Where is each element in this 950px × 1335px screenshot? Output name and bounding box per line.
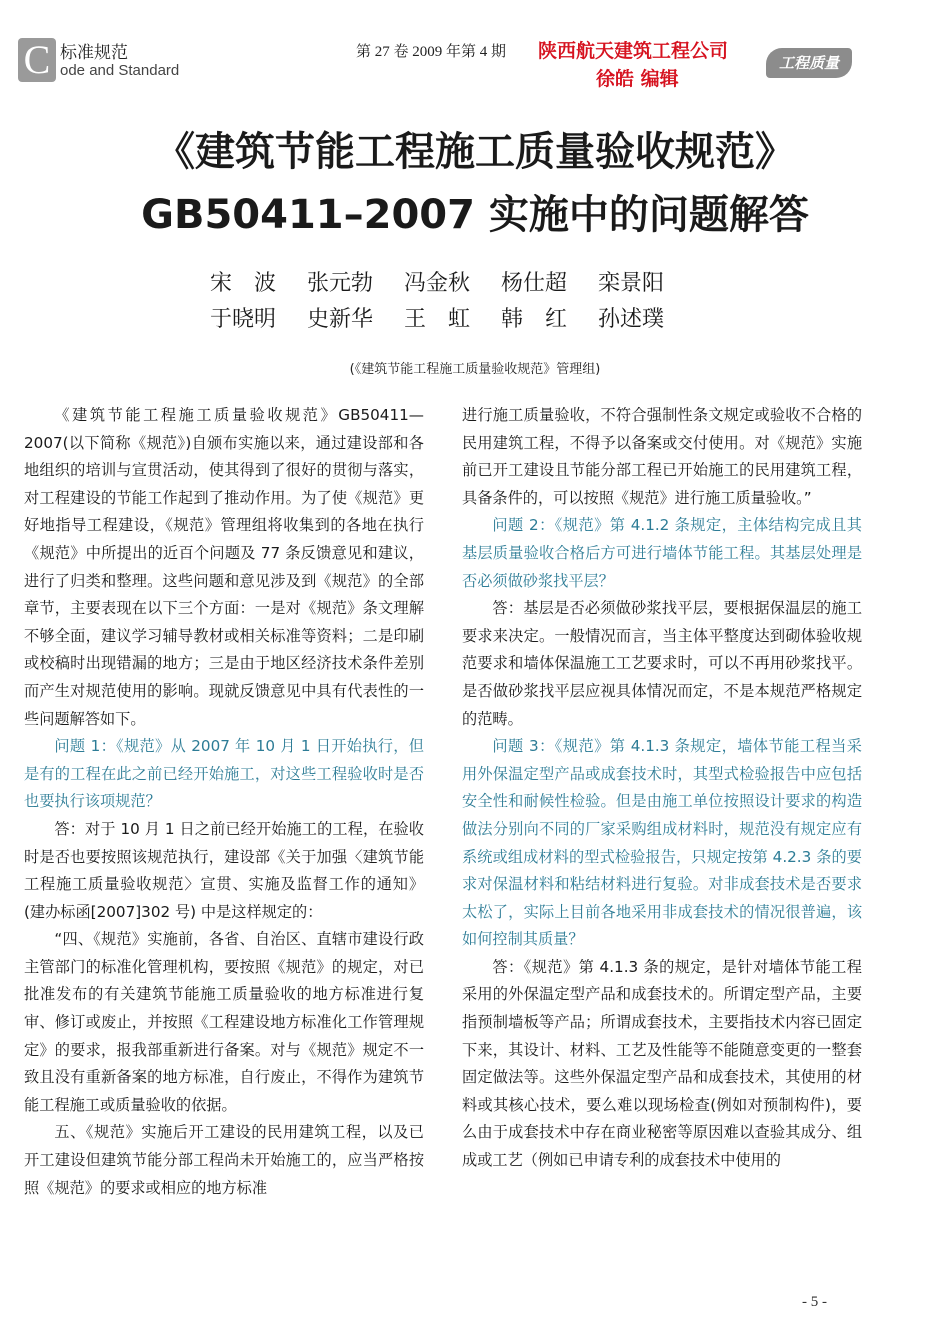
author-row (210, 302, 695, 338)
author-name: 宋 波 (210, 271, 277, 296)
author-name: 史新华 (307, 307, 374, 332)
answer-3: 答：《规范》第 4.1.3 条的规定，是针对墙体节能工程采用的外保温定型产品和成套技术的。所谓定型产品，主要指预制墙板等产品；所谓成套技术，主要指技术内容已固定下来，其设计、材料、工艺及性能等不能随意变更的一整套固定做法等。这些外保温定型产品和成套技术，其使用的材料或其核心技术，要么难以现场检查(例如对预制构件)，要么由于成套技术中存在商业秘密等原因难以查验其成分、组成或工艺（例如已申请专利的成套技术中使用的 (462, 957, 862, 1170)
author-name: 王 虹 (404, 307, 471, 332)
editor-stamp-name: 徐皓 编辑 (596, 68, 679, 90)
page-number: - 5 - (802, 1294, 827, 1310)
author-name: 冯金秋 (404, 271, 471, 296)
column-name: 标准规范 (60, 43, 128, 63)
left-column (24, 402, 424, 1202)
author-name: 栾景阳 (598, 271, 665, 296)
question-1: 问题 1：《规范》从 2007 年 10 月 1 日开始执行，但是有的工程在此之前已经开始施工，对这些工程验收时是否也要执行该项规范？ (24, 737, 424, 811)
quoted-rule-5: 五、《规范》实施后开工建设的民用建筑工程，以及已开工建设但建筑节能分部工程尚未开始施工的，应当严格按照《规范》的要求或相应的地方标准 (24, 1123, 424, 1197)
intro-paragraph: 《建筑节能工程施工质量验收规范》GB50411—2007(以下简称《规范》)自颁布实施以来，通过建设部和各地组织的培训与宣贯活动，使其得到了很好的贯彻与落实，对工程建设的节能工作起到了推动作用。为了使《规范》更好地指导工程建设，《规范》管理组将收集到的各地在执行《规范》中所提出的近百个问题及 77 条反馈意见和建议，进行了归类和整理。这些问题和意见涉及到《规范》的全部章节，主要表现在以下三个方面：一是对《规范》条文理解不够全面，建议学习辅导教材或相关标准等资料；二是印刷或校稿时出现错漏的地方；三是由于地区经济技术条件差别而产生对规范使用的影响。现就反馈意见中具有代表性的一些问题解答如下。 (24, 406, 424, 728)
question-2: 问题 2：《规范》第 4.1.2 条规定，主体结构完成且其基层质量验收合格后方可进行墙体节能工程。其基层处理是否必须做砂浆找平层？ (462, 516, 862, 590)
question-3: 问题 3：《规范》第 4.1.3 条规定，墙体节能工程当采用外保温定型产品或成套技术时，其型式检验报告中应包括安全性和耐候性检验。但是由施工单位按照设计要求的构造做法分别向不同的厂家采购组成材料时，规范没有规定应有系统或组成材料的型式检验报告，只规定按第 4.2.3 条的要求对保温材料和粘结材料进行复验。对非成套技术是否要求太松了，实际上目前各地采用非成套技术的情况很普遍，该如何控制其质量？ (462, 737, 862, 949)
column-name-en: ode and Standard (60, 62, 180, 79)
author-name: 韩 红 (501, 307, 568, 332)
page-header (0, 0, 950, 100)
author-list (210, 266, 695, 338)
author-name: 张元勃 (307, 271, 374, 296)
issue-info: 第 27 卷 2009 年第 4 期 (356, 44, 507, 60)
journal-brand-logo: 工程质量 (766, 48, 852, 78)
answer-2: 答：基层是否必须做砂浆找平层，要根据保温层的施工要求来决定。一般情况而言，当主体平整度达到砌体验收规范要求和墙体保温施工工艺要求时，可以不再用砂浆找平。是否做砂浆找平层应视具体情况而定，不是本规范严格规定的范畴。 (462, 599, 862, 728)
author-name: 杨仕超 (501, 271, 568, 296)
author-row (210, 266, 695, 302)
editor-stamp-company: 陕西航天建筑工程公司 (538, 40, 729, 62)
author-name: 孙述璞 (598, 307, 665, 332)
right-column (462, 402, 862, 1175)
article-title-line2: GB50411–2007 实施中的问题解答 (141, 192, 809, 238)
answer-1: 答：对于 10 月 1 日之前已经开始施工的工程，在验收时是否也要按照该规范执行，建设部《关于加强〈建筑节能工程施工质量验收规范〉宣贯、实施及监督工作的通知》(建办标函[2007]302 号) 中是这样规定的： (24, 819, 424, 921)
article-title-line1: 《建筑节能工程施工质量验收规范》 (155, 129, 795, 175)
column-logo: C (18, 38, 56, 82)
quoted-rule-5-continued: 进行施工质量验收，不符合强制性条文规定或验收不合格的民用建筑工程，不得予以备案或交付使用。对《规范》实施前已开工建设且节能分部工程已开始施工的民用建筑工程，具备条件的，可以按照《规范》进行施工质量验收。” (462, 406, 862, 507)
author-name: 于晓明 (210, 307, 277, 332)
quoted-rule-4: “四、《规范》实施前，各省、自治区、直辖市建设行政主管部门的标准化管理机构，要按照《规范》的规定，对已批准发布的有关建筑节能施工质量验收的地方标准进行复审、修订或废止，并按照《工程建设地方标准化工作管理规定》的要求，报我部重新进行备案。对与《规范》规定不一致且没有重新备案的地方标准，自行废止，不得作为建筑节能工程施工或质量验收的依据。 (24, 930, 424, 1114)
affiliation: (《建筑节能工程施工质量验收规范》管理组) (349, 362, 601, 377)
